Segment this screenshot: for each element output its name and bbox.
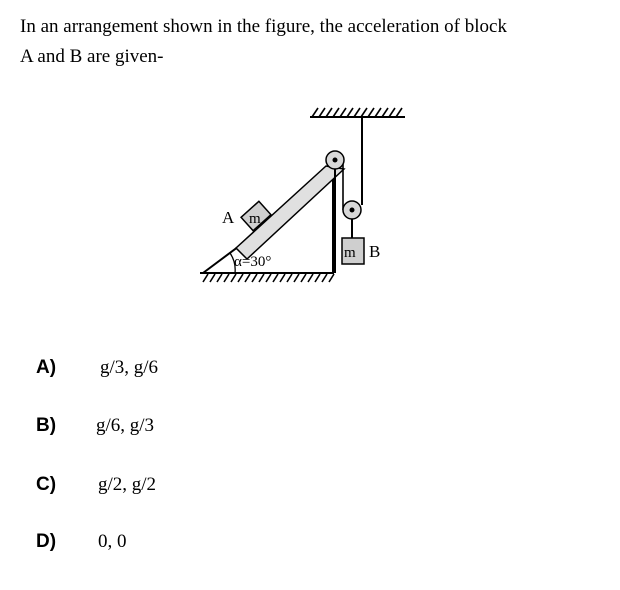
question-line-2: A and B are given- — [20, 46, 164, 67]
option-b-letter: B) — [36, 415, 57, 436]
option-a-letter: A) — [36, 357, 57, 378]
block-b-mass: m — [344, 245, 356, 261]
block-b-label: B — [369, 242, 381, 261]
option-d[interactable] — [36, 527, 236, 557]
option-a[interactable] — [36, 353, 236, 383]
option-b-text: g/6, g/3 — [96, 415, 155, 436]
option-c[interactable] — [36, 470, 236, 500]
block-a-label: A — [222, 208, 235, 227]
angle-label: α=30° — [234, 254, 272, 270]
option-c-letter: C) — [36, 474, 57, 495]
option-b[interactable] — [36, 411, 236, 441]
option-d-text: 0, 0 — [98, 531, 127, 552]
question-line-1: In an arrangement shown in the figure, the acceleration of block — [20, 16, 507, 37]
option-c-text: g/2, g/2 — [98, 474, 157, 495]
movable-pulley-axle — [350, 208, 355, 213]
fixed-pulley-axle — [333, 158, 338, 163]
ceiling-support — [310, 108, 405, 117]
block-a-mass: m — [249, 211, 261, 227]
option-a-text: g/3, g/6 — [100, 357, 159, 378]
ground — [200, 273, 334, 282]
option-d-letter: D) — [36, 531, 57, 552]
